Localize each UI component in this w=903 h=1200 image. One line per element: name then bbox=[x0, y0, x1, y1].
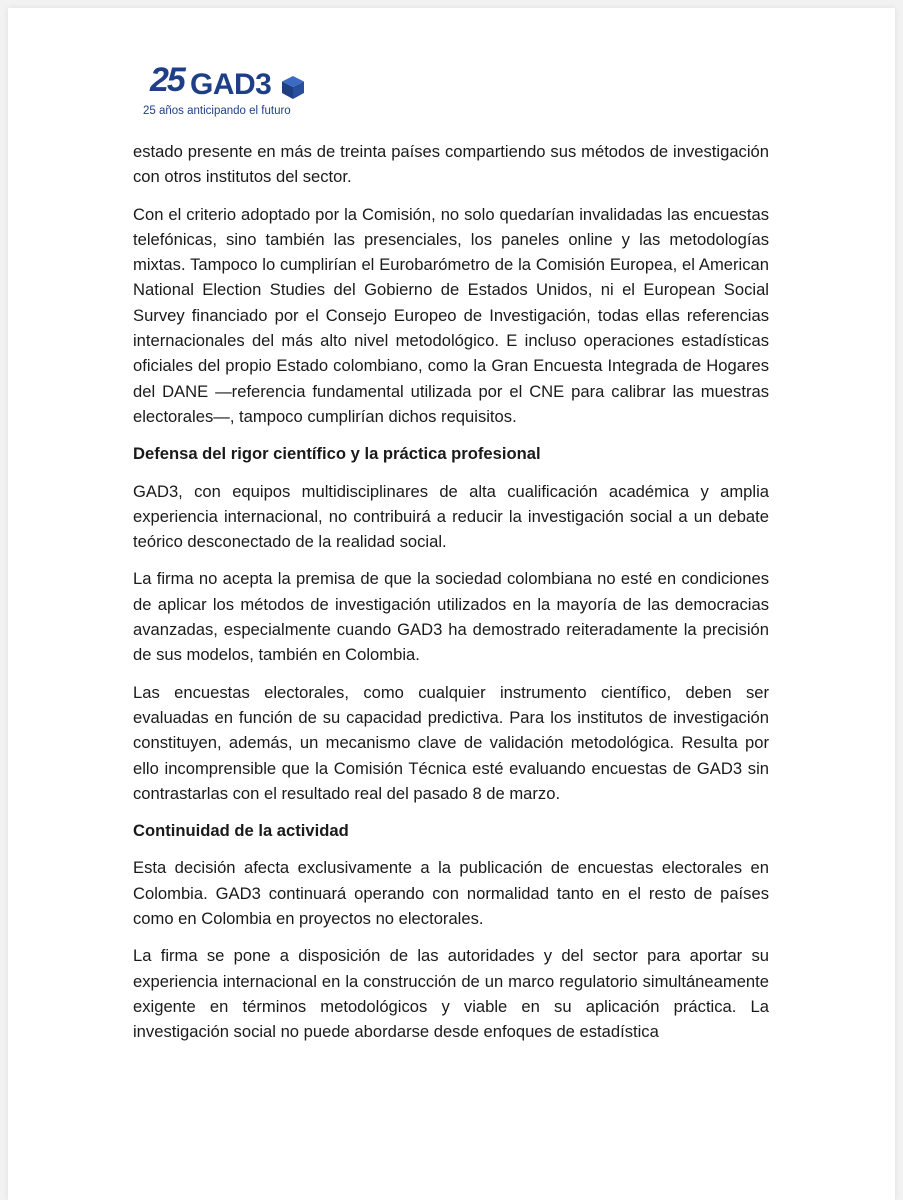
paragraph: estado presente en más de treinta países compartiendo sus métodos de investigación con otros institutos del sector. bbox=[133, 142, 769, 187]
paragraph: Con el criterio adoptado por la Comisión, no solo quedarían invalidadas las encuestas telefónicas, sino también las presenciales, los paneles online y las metodologías mixtas. Tampoco lo cumplirían el Eurobarómetro de la Comisión Europea, el American National Election Studies del Gobierno de Estados Unidos, ni el European Social Survey financiado por el Consejo Europeo de Investigación, todas ellas referencias internacionales del más alto nivel metodológico. E incluso operaciones estadísticas oficiales del propio Estado colombiano, como la Gran Encuesta Integrada de Hogares del DANE —referencia fundamental utilizada por el CNE para calibrar las muestras electorales—, tampoco cumplirían dichos requisitos. bbox=[133, 204, 769, 426]
paragraph: La firma no acepta la premisa de que la sociedad colombiana no esté en condiciones de aplicar los métodos de investigación utilizados en la mayoría de las democracias avanzadas, especialmente cuando GAD3 ha demostrado reiteradamente la precisión de sus modelos, también en Colombia. bbox=[133, 569, 769, 665]
section-heading: Continuidad de la actividad bbox=[133, 821, 349, 841]
logo-tagline: 25 años anticipando el futuro bbox=[143, 105, 291, 117]
logo-name: GAD3 bbox=[190, 68, 272, 101]
paragraph: Esta decisión afecta exclusivamente a la publicación de encuestas electorales en Colombia. GAD3 continuará operando con normalidad tanto en el resto de países como en Colombia en proyectos no electorales. bbox=[133, 858, 769, 929]
paragraph: Las encuestas electorales, como cualquier instrumento científico, deben ser evaluadas en función de su capacidad predictiva. Para los institutos de investigación constituyen, además, un mecanismo clave de validación metodológica. Resulta por ello incomprensible que la Comisión Técnica esté evaluando encuestas de GAD3 sin contrastarlas con el resultado real del pasado 8 de marzo. bbox=[133, 682, 769, 803]
section-heading: Defensa del rigor científico y la práctica profesional bbox=[133, 444, 541, 464]
logo-anniversary-mark: 25 bbox=[150, 61, 184, 99]
paragraph: La firma se pone a disposición de las autoridades y del sector para aportar su experiencia internacional en la construcción de un marco regulatorio simultáneamente exigente en términos metodológicos y viable en su aplicación práctica. La investigación social no puede abordarse desde enfoques de estadística bbox=[133, 946, 769, 1042]
document-body bbox=[133, 132, 769, 1057]
gad3-logo bbox=[142, 54, 312, 124]
cube-icon bbox=[280, 74, 306, 100]
paragraph: GAD3, con equipos multidisciplinares de alta cualificación académica y amplia experiencia internacional, no contribuirá a reducir la investigación social a un debate teórico desconectado de la realidad social. bbox=[133, 481, 769, 552]
document-page bbox=[8, 8, 895, 1200]
